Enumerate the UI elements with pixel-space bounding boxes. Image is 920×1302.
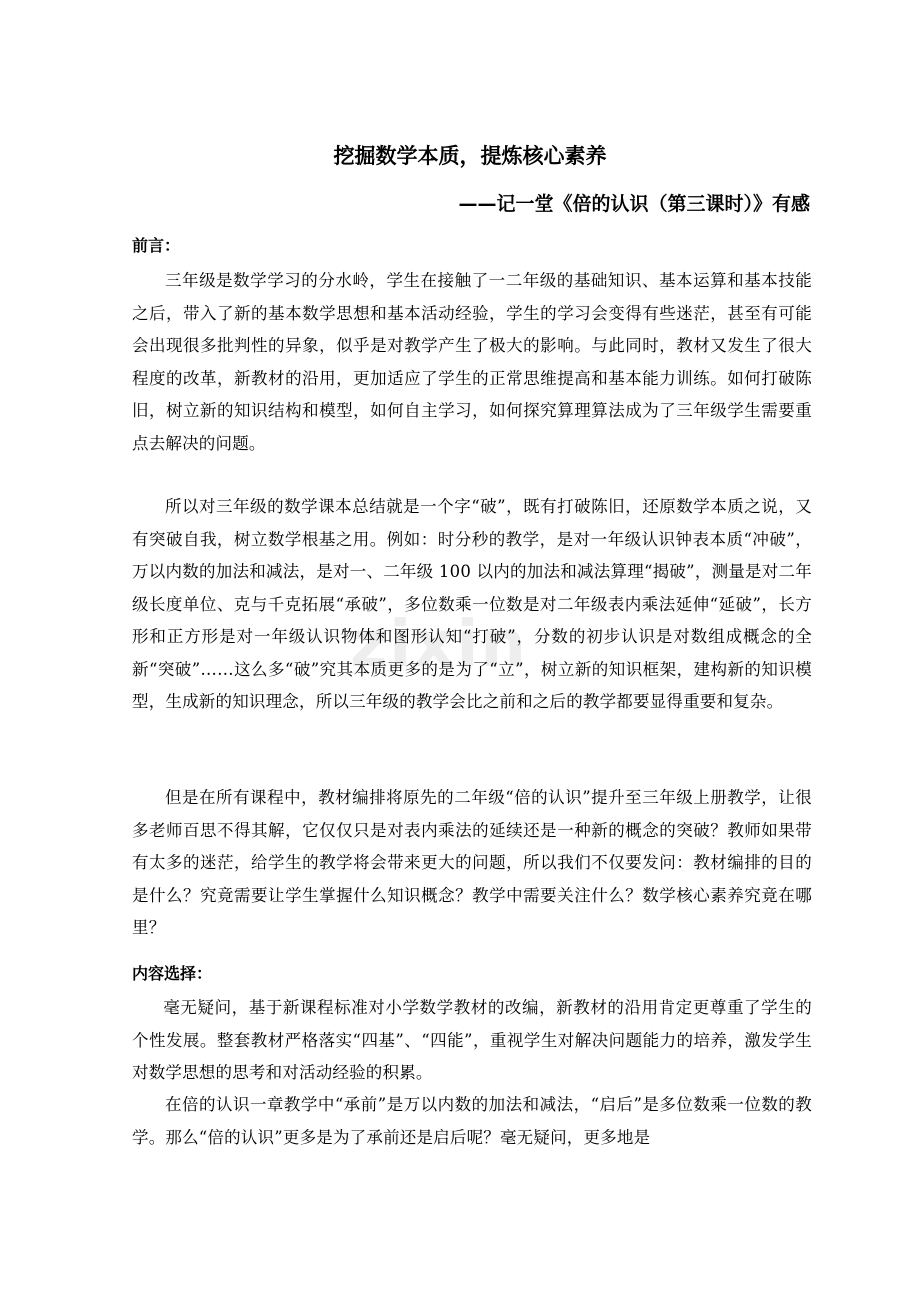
watermark: zixin bbox=[350, 608, 528, 682]
preface-paragraph-2: 所以对三年级的数学课本总结就是一个字“破”，既有打破陈旧，还原数学本质之说，又有突破自我，树立数学根基之用。例如：时分秒的教学，是对一年级认识钟表本质“冲破”，万以内数的加法和减法，是对一、二年级 100 以内的加法和减法算理“揭破”，测量是对二年级长度单位、克与千克拓展“承破”，多位数乘一位数是对二年级表内乘法延伸“延破”，长方形和正方形是对一年级认识物体和图形认知“打破”，分数的初步认识是对数组成概念的全新“突破”……这么多“破”究其本质更多的是为了“立”，树立新的知识框架，建构新的知识模型，生成新的知识理念，所以三年级的教学会比之前和之后的教学都要显得重要和复杂。 bbox=[132, 497, 812, 711]
content-paragraph-1: 毫无疑问，基于新课程标准对小学数学教材的改编，新教材的沿用肯定更尊重了学生的个性发展。整套教材严格落实“四基”、“四能”，重视学生对解决问题能力的培养，激发学生对数学思想的思考和对活动经验的积累。 bbox=[132, 998, 812, 1082]
preface-paragraph-3: 但是在所有课程中，教材编排将原先的二年级“倍的认识”提升至三年级上册教学，让很多老师百思不得其解，它仅仅只是对表内乘法的延续还是一种新的概念的突破？教师如果带有太多的迷茫，给学生的教学将会带来更大的问题，所以我们不仅要发问：教材编排的目的是什么？究竟需要让学生掌握什么知识概念？教学中需要关注什么？数学核心素养究竟在哪里？ bbox=[132, 788, 812, 937]
section-heading-preface: 前言： bbox=[132, 236, 181, 255]
preface-paragraph-1: 三年级是数学学习的分水岭，学生在接触了一二年级的基础知识、基本运算和基本技能之后，带入了新的基本数学思想和基本活动经验，学生的学习会变得有些迷茫，甚至有可能会出现很多批判性的异象，似乎是对教学产生了极大的影响。与此同时，教材又发生了很大程度的改革，新教材的沿用，更加适应了学生的正常思维提高和基本能力训练。如何打破陈旧，树立新的知识结构和模型，如何自主学习，如何探究算理算法成为了三年级学生需要重点去解决的问题。 bbox=[132, 271, 812, 453]
content-paragraph-2: 在倍的认识一章教学中“承前”是万以内数的加法和减法，“启后”是多位数乘一位数的教学。那么“倍的认识”更多是为了承前还是启后呢？毫无疑问，更多地是 bbox=[132, 1095, 812, 1147]
document-title: 挖掘数学本质，提炼核心素养 bbox=[333, 144, 607, 168]
document-subtitle: ——记一堂《倍的认识（第三课时）》有感 bbox=[458, 193, 810, 215]
section-heading-content-selection: 内容选择： bbox=[132, 964, 213, 983]
